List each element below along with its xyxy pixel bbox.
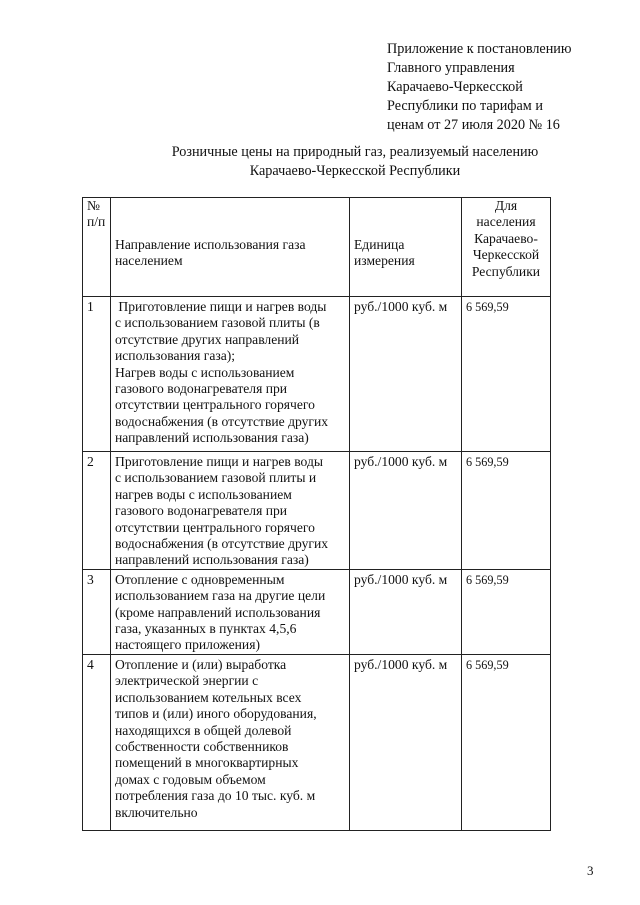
row-unit: руб./1000 куб. м <box>350 452 462 570</box>
row-direction-line: отсутствии центрального горячего <box>115 397 315 413</box>
row-number: 4 <box>83 654 111 830</box>
row-direction-line: использования газа); <box>115 348 236 364</box>
row-direction-line: использованием котельных всех <box>115 689 302 705</box>
appendix-line: Республики по тарифам и <box>387 98 543 114</box>
row-direction <box>111 452 350 570</box>
table-row <box>83 569 551 654</box>
row-direction-line: включительно <box>115 804 198 820</box>
row-direction-line: электрической энергии с <box>115 673 259 689</box>
row-direction-line: домах с годовым объемом <box>115 771 266 787</box>
row-direction-line: с использованием газовой плиты и <box>115 470 317 486</box>
row-direction-line: использованием газа на другие цели <box>115 588 326 604</box>
row-direction-line: потребления газа до 10 тыс. куб. м <box>115 788 316 804</box>
row-direction-line: газового водонагревателя при <box>115 503 288 519</box>
row-direction-line: Отопление и (или) выработка <box>115 656 287 672</box>
row-direction-line: с использованием газовой плиты (в <box>115 315 320 331</box>
row-number: 1 <box>83 297 111 452</box>
row-direction-line: находящихся в общей долевой <box>115 722 292 738</box>
row-direction-line: помещений в многоквартирных <box>115 755 299 771</box>
header-number-line: № <box>87 198 100 213</box>
header-population-line: Черкесской <box>472 247 540 263</box>
row-direction-line: газа, указанных в пунктах 4,5,6 <box>115 621 297 637</box>
header-unit-line: измерения <box>354 253 415 268</box>
appendix-line: ценам от 27 июля 2020 № 16 <box>387 117 560 133</box>
row-direction-line: нагрев воды с использованием <box>115 486 292 502</box>
row-direction-line: направлений использования газа) <box>115 430 309 446</box>
row-direction-line: Нагрев воды с использованием <box>115 364 295 380</box>
row-direction <box>111 297 350 452</box>
row-direction-line: направлений использования газа) <box>115 552 309 568</box>
row-direction <box>111 654 350 830</box>
row-direction-line: водоснабжения (в отсутствие других <box>115 536 329 552</box>
row-direction-line: Отопление с одновременным <box>115 571 285 587</box>
table-row <box>83 452 551 570</box>
row-price: 6 569,59 <box>462 654 551 830</box>
row-direction-line: водоснабжения (в отсутствие других <box>115 413 329 429</box>
row-number: 2 <box>83 452 111 570</box>
appendix-line: Карачаево-Черкесской <box>387 79 523 95</box>
row-unit: руб./1000 куб. м <box>350 569 462 654</box>
row-direction-line: отсутствие других направлений <box>115 331 300 347</box>
row-unit: руб./1000 куб. м <box>350 654 462 830</box>
appendix-reference <box>387 40 627 135</box>
table-row <box>83 654 551 830</box>
row-price: 6 569,59 <box>462 569 551 654</box>
header-direction-line: Направление использования газа <box>115 236 306 252</box>
row-direction-line: Приготовление пищи и нагрев воды <box>115 299 327 314</box>
row-direction-line: отсутствии центрального горячего <box>115 519 315 535</box>
row-direction-line: настоящего приложения) <box>115 637 260 653</box>
header-population <box>462 198 551 297</box>
row-direction-line: собственности собственников <box>115 738 289 754</box>
document-title <box>0 143 640 181</box>
header-number <box>83 198 111 297</box>
row-direction-line: (кроме направлений использования <box>115 604 321 620</box>
table-row <box>83 297 551 452</box>
header-population-line: Карачаево- <box>474 230 538 246</box>
page-number: 3 <box>587 863 594 878</box>
header-unit-line: Единица <box>354 236 405 252</box>
document-title-line: Карачаево-Черкесской Республики <box>249 163 461 179</box>
header-unit <box>350 198 462 297</box>
appendix-line: Главного управления <box>387 60 515 76</box>
header-number-line: п/п <box>87 214 106 230</box>
row-price: 6 569,59 <box>462 452 551 570</box>
header-population-line: населения <box>476 214 536 230</box>
row-direction-line: типов и (или) иного оборудования, <box>115 706 317 722</box>
row-price: 6 569,59 <box>462 297 551 452</box>
header-direction <box>111 198 350 297</box>
appendix-line: Приложение к постановлению <box>387 41 572 57</box>
row-direction <box>111 569 350 654</box>
table-header-row <box>83 198 551 297</box>
header-population-line: Для <box>494 198 518 213</box>
document-title-line: Розничные цены на природный газ, реализуемый населению <box>171 144 539 160</box>
row-number: 3 <box>83 569 111 654</box>
header-population-line: Республики <box>471 263 541 279</box>
gas-price-table <box>82 197 551 831</box>
row-direction-line: газового водонагревателя при <box>115 381 288 397</box>
row-direction-line: Приготовление пищи и нагрев воды <box>115 454 324 469</box>
header-direction-line: населением <box>115 253 183 268</box>
row-unit: руб./1000 куб. м <box>350 297 462 452</box>
